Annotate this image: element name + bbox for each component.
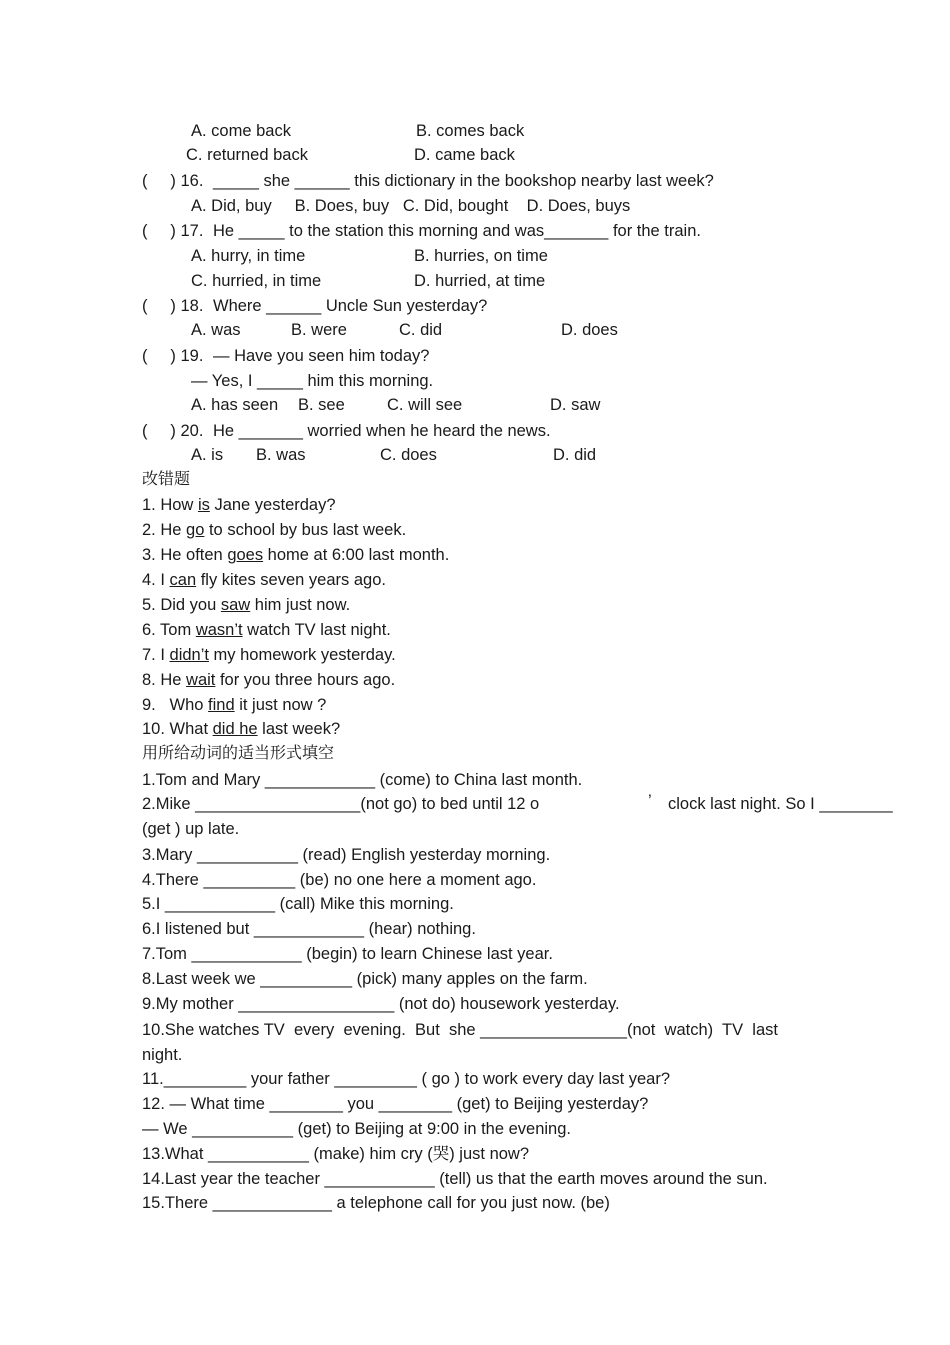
correction-item: 4. I can fly kites seven years ago. [142,571,386,589]
q20-number: ( ) 20. [142,422,204,440]
correction-section-title: 改错题 [142,469,191,488]
q17-option-d: D. hurried, at time [414,272,546,290]
error-word: saw [220,596,251,614]
q20-option-a: A. is [191,446,224,464]
q20-option-b: B. was [256,446,306,464]
q19-option-a: A. has seen [191,396,279,414]
fill-item-11: 11._________ your father _________ ( go ) to work every day last year? [142,1070,671,1088]
correction-item: 10. What did he last week? [142,720,341,738]
fill-item-4: 4.There __________ (be) no one here a moment ago. [142,871,537,889]
correction-item: 7. I didn’t my homework yesterday. [142,646,396,664]
fill-item-15: 15.There _____________ a telephone call for you just now. (be) [142,1194,610,1212]
q19-option-b: B. see [298,396,345,414]
q19-number: ( ) 19. [142,347,204,365]
correction-item: 9. Who find it just now ? [142,696,327,714]
q20-option-d: D. did [553,446,597,464]
q15-option-a: A. come back [191,122,291,140]
fill-item-8: 8.Last week we __________ (pick) many apples on the farm. [142,970,588,988]
fill-item-3: 3.Mary ___________ (read) English yesterday morning. [142,846,551,864]
error-word: find [208,696,235,714]
q17-option-c: C. hurried, in time [191,272,322,290]
fill-item-1: 1.Tom and Mary ____________ (come) to China last month. [142,771,583,789]
correction-item: 6. Tom wasn’t watch TV last night. [142,621,391,639]
q15-option-d: D. came back [414,146,515,164]
error-word: goes [227,546,264,564]
fill-item-7: 7.Tom ____________ (begin) to learn Chinese last year. [142,945,553,963]
q19-option-d: D. saw [550,396,601,414]
error-word: wasn’t [195,621,243,639]
fill-item-14: 14.Last year the teacher ____________ (tell) us that the earth moves around the sun. [142,1170,768,1188]
q18-text: Where ______ Uncle Sun yesterday? [213,297,488,315]
q17-option-a: A. hurry, in time [191,247,306,265]
q17-text: He _____ to the station this morning and was_______ for the train. [213,222,701,240]
q16-number: ( ) 16. [142,172,204,190]
error-word: is [197,496,210,514]
q17-option-b: B. hurries, on time [414,247,548,265]
error-word: go [186,521,205,539]
fill-item-13: 13.What ___________ (make) him cry (哭) just now? [142,1145,530,1163]
fill-item-2-apostrophe: ’ [648,792,652,810]
q19-option-c: C. will see [387,396,463,414]
fill-item-2: 2.Mike __________________(not go) to bed until 12 o [142,795,540,813]
q18-option-c: C. did [399,321,443,339]
q18-number: ( ) 18. [142,297,204,315]
fill-item-9: 9.My mother _________________ (not do) housework yesterday. [142,995,620,1013]
q18-option-a: A. was [191,321,241,339]
fill-item-2-continued: clock last night. So I ________ [668,795,893,813]
fill-section-title: 用所给动词的适当形式填空 [142,743,335,762]
error-word: wait [186,671,216,689]
correction-item: 2. He go to school by bus last week. [142,521,407,539]
q19-text: — Have you seen him today? [213,347,430,365]
q16-text: _____ she ______ this dictionary in the bookshop nearby last week? [213,172,714,190]
error-word: didn’t [169,646,209,664]
q19-text-reply: — Yes, I _____ him this morning. [191,372,434,390]
fill-item-6: 6.I listened but ____________ (hear) nothing. [142,920,476,938]
q15-option-b: B. comes back [416,122,525,140]
fill-item-12: 12. — What time ________ you ________ (get) to Beijing yesterday? [142,1095,649,1113]
q16-options: A. Did, buy B. Does, buy C. Did, bought D. Does, buys [191,197,631,215]
q20-option-c: C. does [380,446,437,464]
correction-item: 3. He often goes home at 6:00 last month. [142,546,450,564]
correction-item: 5. Did you saw him just now. [142,596,351,614]
q18-option-d: D. does [561,321,618,339]
q15-option-c: C. returned back [186,146,308,164]
error-word: did he [212,720,258,738]
q20-text: He _______ worried when he heard the news. [213,422,551,440]
fill-item-12-reply: — We ___________ (get) to Beijing at 9:00 in the evening. [142,1120,571,1138]
fill-item-5: 5.I ____________ (call) Mike this morning. [142,895,454,913]
q18-option-b: B. were [291,321,347,339]
correction-item: 1. How is Jane yesterday? [142,496,336,514]
correction-item: 8. He wait for you three hours ago. [142,671,396,689]
fill-item-10: 10.She watches TV every evening. But she ________________(not watch) TV last [142,1021,778,1039]
fill-item-2-wrap: (get ) up late. [142,820,240,838]
q17-number: ( ) 17. [142,222,204,240]
fill-item-10-wrap: night. [142,1046,183,1064]
error-word: can [169,571,197,589]
